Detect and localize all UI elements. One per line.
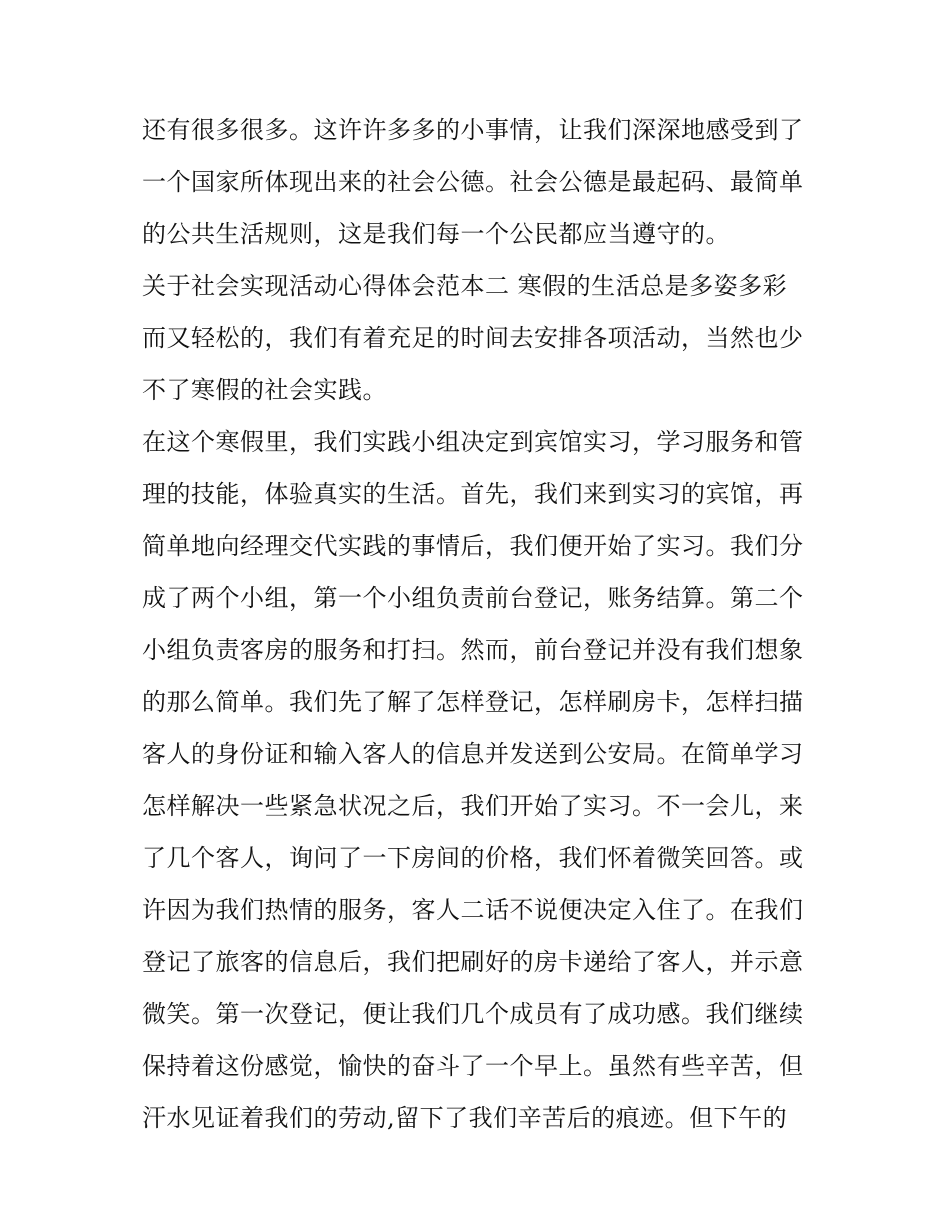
text-line-13: 客人的身份证和输入客人的信息并发送到公安局。在简单学习 bbox=[142, 740, 804, 768]
text-line-8: 理的技能，体验真实的生活。首先，我们来到实习的宾馆，再 bbox=[142, 480, 804, 508]
text-line-16: 许因为我们热情的服务，客人二话不说便决定入住了。在我们 bbox=[142, 896, 804, 924]
text-line-12: 的那么简单。我们先了解了怎样登记，怎样刷房卡，怎样扫描 bbox=[142, 688, 804, 716]
text-line-20: 汗水见证着我们的劳动,留下了我们辛苦后的痕迹。但下午的 bbox=[142, 1104, 788, 1132]
text-line-1: 还有很多很多。这许许多多的小事情，让我们深深地感受到了 bbox=[142, 116, 804, 144]
text-line-3: 的公共生活规则，这是我们每一个公民都应当遵守的。 bbox=[142, 220, 730, 248]
text-line-6: 不了寒假的社会实践。 bbox=[142, 376, 387, 404]
text-line-10: 成了两个小组，第一个小组负责前台登记，账务结算。第二个 bbox=[142, 584, 804, 612]
text-line-2: 一个国家所体现出来的社会公德。社会公德是最起码、最简单 bbox=[142, 168, 804, 196]
text-line-18: 微笑。第一次登记，便让我们几个成员有了成功感。我们继续 bbox=[142, 1000, 804, 1028]
text-line-4: 关于社会实现活动心得体会范本二 寒假的生活总是多姿多彩 bbox=[142, 272, 788, 300]
text-line-5: 而又轻松的，我们有着充足的时间去安排各项活动，当然也少 bbox=[142, 324, 804, 352]
text-line-14: 怎样解决一些紧急状况之后，我们开始了实习。不一会儿，来 bbox=[142, 792, 804, 820]
text-line-11: 小组负责客房的服务和打扫。然而，前台登记并没有我们想象 bbox=[142, 636, 804, 664]
text-line-7: 在这个寒假里，我们实践小组决定到宾馆实习，学习服务和管 bbox=[142, 428, 804, 456]
text-line-9: 简单地向经理交代实践的事情后，我们便开始了实习。我们分 bbox=[142, 532, 804, 560]
text-line-19: 保持着这份感觉，愉快的奋斗了一个早上。虽然有些辛苦，但 bbox=[142, 1052, 804, 1080]
body-text bbox=[142, 104, 822, 1144]
text-line-15: 了几个客人，询问了一下房间的价格，我们怀着微笑回答。或 bbox=[142, 844, 804, 872]
text-line-17: 登记了旅客的信息后，我们把刷好的房卡递给了客人，并示意 bbox=[142, 948, 804, 976]
